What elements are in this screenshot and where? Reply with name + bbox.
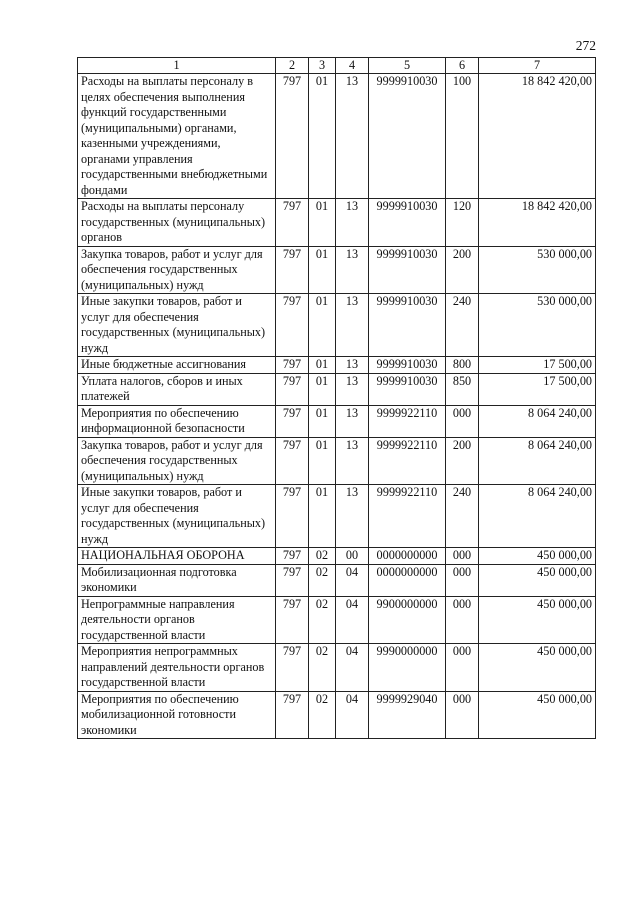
expense-type-cell: 240 (446, 485, 479, 548)
expense-type-cell: 100 (446, 74, 479, 199)
code-cell: 797 (276, 644, 309, 692)
expense-type-cell: 000 (446, 564, 479, 596)
table-row (78, 596, 596, 644)
table-row (78, 373, 596, 405)
expense-name-cell: Непрограммные направления деятельности органов государственной власти (78, 596, 276, 644)
table-row (78, 644, 596, 692)
table-row (78, 564, 596, 596)
expense-type-cell: 200 (446, 437, 479, 485)
target-article-cell: 9999922110 (369, 437, 446, 485)
header-cell: 6 (446, 58, 479, 74)
code-cell: 797 (276, 246, 309, 294)
expense-name-cell: НАЦИОНАЛЬНАЯ ОБОРОНА (78, 548, 276, 565)
expense-type-cell: 000 (446, 644, 479, 692)
target-article-cell: 9999910030 (369, 246, 446, 294)
section-cell: 01 (309, 357, 336, 374)
amount-cell: 8 064 240,00 (479, 437, 596, 485)
table-row (78, 691, 596, 739)
target-article-cell: 0000000000 (369, 564, 446, 596)
target-article-cell: 9999910030 (369, 373, 446, 405)
target-article-cell: 9999929040 (369, 691, 446, 739)
subsection-cell: 13 (336, 437, 369, 485)
code-cell: 797 (276, 485, 309, 548)
target-article-cell: 9999910030 (369, 294, 446, 357)
expense-name-cell: Мероприятия непрограммных направлений деятельности органов государственной власти (78, 644, 276, 692)
amount-cell: 17 500,00 (479, 373, 596, 405)
expense-name-cell: Мобилизационная подготовка экономики (78, 564, 276, 596)
target-article-cell: 9900000000 (369, 596, 446, 644)
header-cell: 7 (479, 58, 596, 74)
section-cell: 01 (309, 405, 336, 437)
table-row (78, 548, 596, 565)
target-article-cell: 9999910030 (369, 357, 446, 374)
header-cell: 1 (78, 58, 276, 74)
expense-name-cell: Уплата налогов, сборов и иных платежей (78, 373, 276, 405)
target-article-cell: 9990000000 (369, 644, 446, 692)
subsection-cell: 00 (336, 548, 369, 565)
expense-type-cell: 120 (446, 199, 479, 247)
expense-name-cell: Закупка товаров, работ и услуг для обеспечения государственных (муниципальных) нужд (78, 246, 276, 294)
header-cell: 4 (336, 58, 369, 74)
table-row (78, 199, 596, 247)
section-cell: 01 (309, 437, 336, 485)
code-cell: 797 (276, 596, 309, 644)
page-number: 272 (575, 38, 596, 53)
expense-name-cell: Мероприятия по обеспечению мобилизационной готовности экономики (78, 691, 276, 739)
amount-cell: 450 000,00 (479, 548, 596, 565)
code-cell: 797 (276, 74, 309, 199)
subsection-cell: 04 (336, 564, 369, 596)
amount-cell: 8 064 240,00 (479, 405, 596, 437)
amount-cell: 17 500,00 (479, 357, 596, 374)
expense-type-cell: 000 (446, 405, 479, 437)
expense-name-cell: Закупка товаров, работ и услуг для обеспечения государственных (муниципальных) нужд (78, 437, 276, 485)
amount-cell: 18 842 420,00 (479, 74, 596, 199)
amount-cell: 450 000,00 (479, 564, 596, 596)
table-row (78, 246, 596, 294)
header-cell: 3 (309, 58, 336, 74)
target-article-cell: 9999910030 (369, 74, 446, 199)
header-cell: 5 (369, 58, 446, 74)
section-cell: 01 (309, 199, 336, 247)
code-cell: 797 (276, 405, 309, 437)
code-cell: 797 (276, 373, 309, 405)
subsection-cell: 04 (336, 596, 369, 644)
section-cell: 01 (309, 294, 336, 357)
code-cell: 797 (276, 294, 309, 357)
expense-name-cell: Расходы на выплаты персоналу в целях обеспечения выполнения функций государственными (муниципальными) органами, казенными учреждениями, органами управления государственными внебюджетными фондами (78, 74, 276, 199)
subsection-cell: 13 (336, 246, 369, 294)
amount-cell: 8 064 240,00 (479, 485, 596, 548)
amount-cell: 530 000,00 (479, 294, 596, 357)
table-row (78, 294, 596, 357)
target-article-cell: 9999922110 (369, 405, 446, 437)
section-cell: 02 (309, 644, 336, 692)
code-cell: 797 (276, 357, 309, 374)
table-row (78, 437, 596, 485)
table-row (78, 405, 596, 437)
amount-cell: 18 842 420,00 (479, 199, 596, 247)
expense-type-cell: 000 (446, 596, 479, 644)
subsection-cell: 04 (336, 644, 369, 692)
table-row (78, 74, 596, 199)
amount-cell: 450 000,00 (479, 644, 596, 692)
code-cell: 797 (276, 199, 309, 247)
expense-type-cell: 000 (446, 691, 479, 739)
amount-cell: 450 000,00 (479, 691, 596, 739)
header-cell: 2 (276, 58, 309, 74)
expense-name-cell: Расходы на выплаты персоналу государственных (муниципальных) органов (78, 199, 276, 247)
expense-type-cell: 240 (446, 294, 479, 357)
table-row (78, 485, 596, 548)
section-cell: 02 (309, 691, 336, 739)
amount-cell: 530 000,00 (479, 246, 596, 294)
subsection-cell: 13 (336, 405, 369, 437)
expense-type-cell: 200 (446, 246, 479, 294)
target-article-cell: 9999910030 (369, 199, 446, 247)
code-cell: 797 (276, 564, 309, 596)
expense-name-cell: Мероприятия по обеспечению информационной безопасности (78, 405, 276, 437)
code-cell: 797 (276, 548, 309, 565)
section-cell: 01 (309, 373, 336, 405)
section-cell: 01 (309, 246, 336, 294)
section-cell: 02 (309, 548, 336, 565)
code-cell: 797 (276, 691, 309, 739)
subsection-cell: 13 (336, 199, 369, 247)
expense-name-cell: Иные закупки товаров, работ и услуг для обеспечения государственных (муниципальных) нужд (78, 485, 276, 548)
target-article-cell: 0000000000 (369, 548, 446, 565)
expense-type-cell: 000 (446, 548, 479, 565)
section-cell: 02 (309, 564, 336, 596)
expense-name-cell: Иные закупки товаров, работ и услуг для обеспечения государственных (муниципальных) нужд (78, 294, 276, 357)
code-cell: 797 (276, 437, 309, 485)
subsection-cell: 13 (336, 485, 369, 548)
section-cell: 01 (309, 485, 336, 548)
subsection-cell: 13 (336, 294, 369, 357)
section-cell: 01 (309, 74, 336, 199)
header-row (78, 58, 596, 74)
expense-name-cell: Иные бюджетные ассигнования (78, 357, 276, 374)
section-cell: 02 (309, 596, 336, 644)
table-row (78, 357, 596, 374)
expense-type-cell: 800 (446, 357, 479, 374)
subsection-cell: 13 (336, 373, 369, 405)
budget-table (77, 57, 596, 739)
subsection-cell: 13 (336, 74, 369, 199)
subsection-cell: 04 (336, 691, 369, 739)
amount-cell: 450 000,00 (479, 596, 596, 644)
target-article-cell: 9999922110 (369, 485, 446, 548)
expense-type-cell: 850 (446, 373, 479, 405)
subsection-cell: 13 (336, 357, 369, 374)
